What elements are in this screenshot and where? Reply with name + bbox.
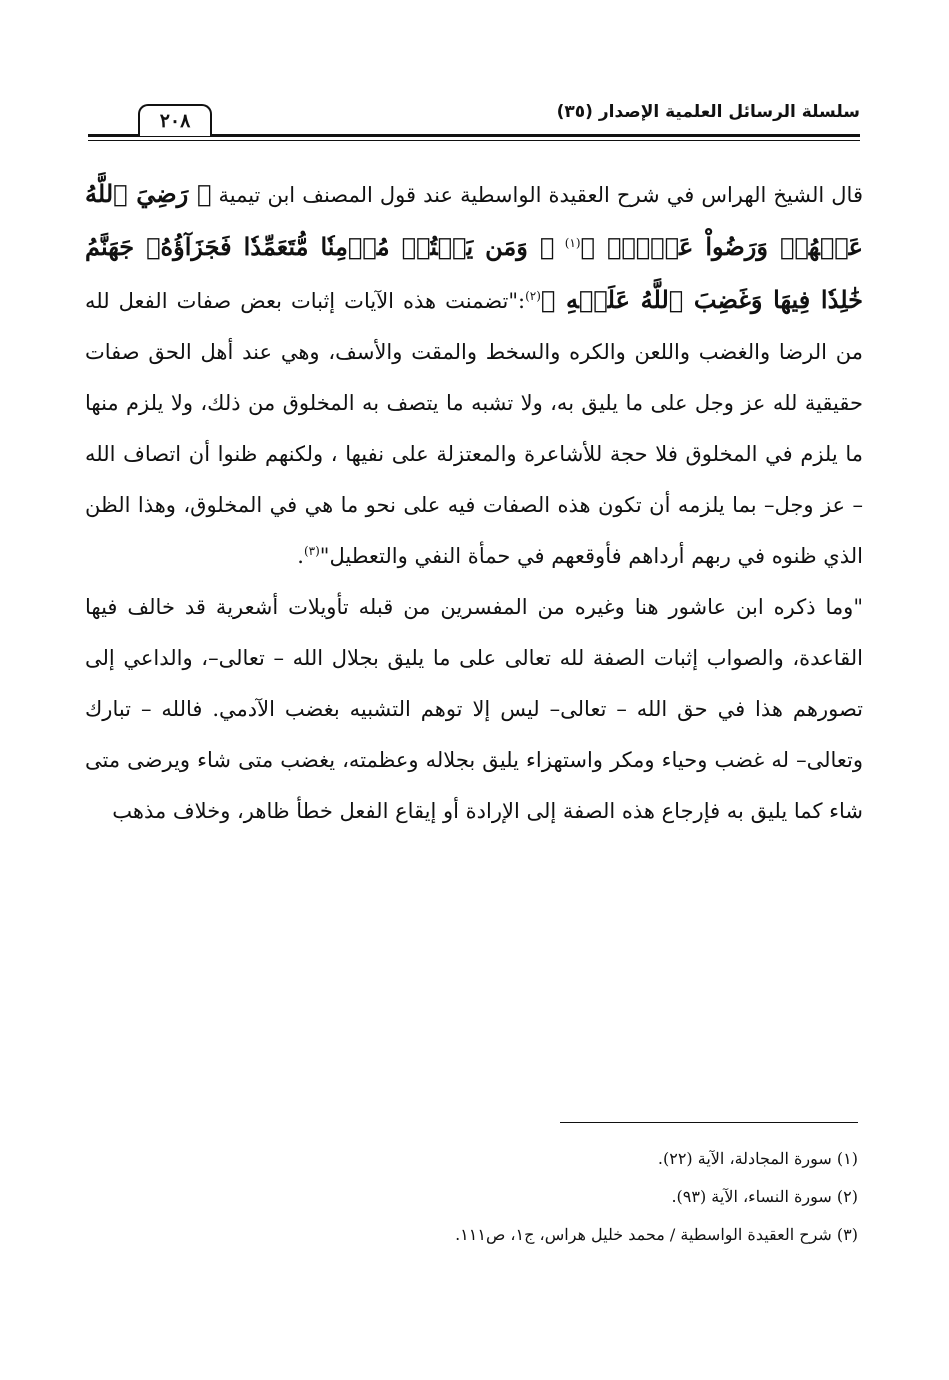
footnote-separator	[560, 1122, 858, 1123]
series-title: سلسلة الرسائل العلمية الإصدار (٣٥)	[556, 102, 860, 122]
quran-verse-1: ﴿ رَضِيَ ٱللَّهُ عَنۡهُمۡ وَرَضُواْ عَنۡهُۚ ﴾	[85, 179, 863, 261]
footnote-1: (١) سورة المجادلة، الآية (٢٢).	[657, 1149, 858, 1168]
page-number: ٢٠٨	[138, 104, 212, 136]
header-rule-thin	[88, 140, 860, 141]
footnote-ref-3[interactable]: (٣)	[303, 544, 320, 558]
paragraph-1-text: :"تضمنت هذه الآيات إثبات بعض صفات الفعل لله من الرضا والغضب واللعن والكره والسخط والمقت والأسف، وهي عند أهل الحق صفات حقيقية لله عز وجل على ما يليق به، ولا تشبه ما يتصف به المخلوق من ذلك، ولا يلزم منها ما يلزم في المخلوق فلا حجة للأشاعرة والمعتزلة على نفيها ، ولكنهم ظنوا أن اتصاف الله – عز وجل– بما يلزمه أن تكون هذه الصفات فيه على نحو ما هي في المخلوق، وهذا الظن الذي ظنوه في ربهم أرداهم فأوقعهم في حمأة النفي والتعطيل"	[85, 289, 863, 568]
paragraph-1	[85, 168, 863, 582]
footnote-ref-2[interactable]: (٢)	[525, 289, 541, 303]
intro-text: قال الشيخ الهراس في شرح العقيدة الواسطية عند قول المصنف ابن تيمية	[218, 183, 863, 207]
footnotes	[200, 1140, 858, 1254]
footnote-3: (٣) شرح العقيدة الواسطية / محمد خليل هراس، ج١، ص١١١.	[455, 1225, 858, 1244]
main-text	[85, 168, 863, 837]
paragraph-1-end: .	[297, 544, 304, 568]
paragraph-2: "وما ذكره ابن عاشور هنا وغيره من المفسرين من قبله تأويلات أشعرية قد خالف فيها القاعدة، والصواب إثبات الصفة لله تعالى على ما يليق بجلال الله – تعالى–، والداعي إلى تصورهم هذا في حق الله – تعالى– ليس إلا توهم التشبيه بغضب الآدمي. فالله – تبارك وتعالى– له غضب وحياء ومكر واستهزاء يليق بجلاله وعظمته، يغضب متى شاء ويرضى متى شاء كما يليق به فإرجاع هذه الصفة إلى الإرادة أو إيقاع الفعل خطأ ظاهر، وخلاف مذهب	[85, 595, 863, 823]
running-header	[88, 96, 860, 144]
footnote-2: (٢) سورة النساء، الآية (٩٣).	[671, 1187, 858, 1206]
footnote-ref-1[interactable]: (١)	[564, 236, 581, 250]
quran-verse-2: ﴿ وَمَن يَقۡتُلۡ مُؤۡمِنٗا مُّتَعَمِّدٗا فَجَزَآؤُهُۥ جَهَنَّمُ خَٰلِدٗا فِيهَا وَغَضِبَ ٱللَّهُ عَلَيۡهِ ﴾	[85, 232, 863, 314]
